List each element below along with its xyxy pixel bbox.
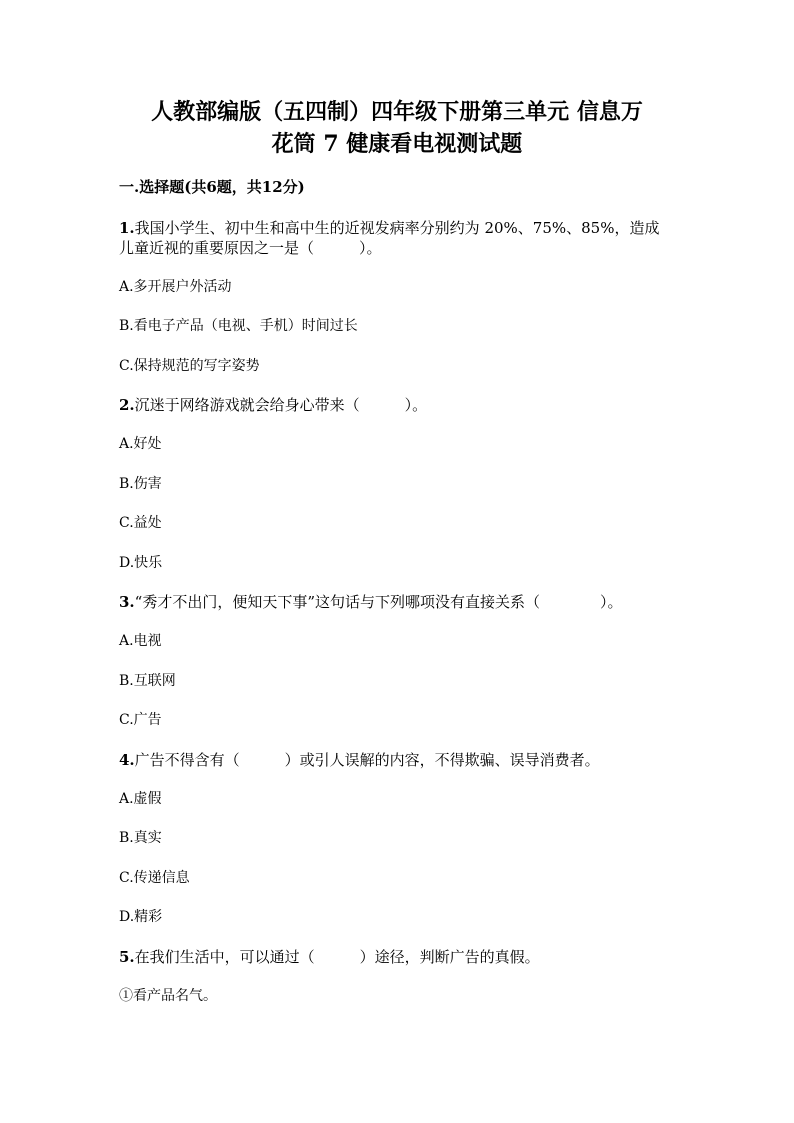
- question-3-text: “秀才不出门，便知天下事”这句话与下列哪项没有直接关系（ ）。: [134, 593, 623, 611]
- question-5-option-1: ①看产品名气。: [119, 988, 217, 1004]
- question-5-number: 5.: [119, 948, 135, 966]
- question-2-option-d: D.快乐: [119, 555, 163, 571]
- question-4-option-c: C.传递信息: [119, 870, 190, 886]
- question-4-number: 4.: [119, 751, 135, 769]
- question-4-option-b: B.真实: [119, 830, 162, 846]
- question-2-text: 沉迷于网络游戏就会给身心带来（ ）。: [134, 396, 428, 414]
- question-4-option-d: D.精彩: [119, 909, 163, 925]
- document-title-line-2: 花筒 7 健康看电视测试题: [271, 131, 523, 157]
- question-3-number: 3.: [119, 593, 135, 611]
- question-3-option-a: A.电视: [119, 633, 162, 649]
- question-3-option-c: C.广告: [119, 712, 162, 728]
- question-5-text: 在我们生活中，可以通过（ ）途径，判断广告的真假。: [134, 948, 540, 966]
- question-4-line-1: [119, 750, 600, 770]
- question-4-option-a: A.虚假: [119, 791, 162, 807]
- question-1-line-1: [119, 218, 659, 238]
- question-3-option-b: B.互联网: [119, 673, 176, 689]
- question-1-option-b: B.看电子产品（电视、手机）时间过长: [119, 318, 358, 334]
- question-2-line-1: [119, 395, 427, 415]
- question-1-line-2: 儿童近视的重要原因之一是（ ）。: [119, 239, 382, 257]
- question-2-option-a: A.好处: [119, 436, 162, 452]
- question-1-text: 我国小学生、初中生和高中生的近视发病率分别约为 20%、75%、85%，造成: [134, 219, 660, 237]
- question-4-text: 广告不得含有（ ）或引人误解的内容，不得欺骗、误导消费者。: [134, 751, 600, 769]
- question-2-option-b: B.伤害: [119, 476, 162, 492]
- question-1-option-c: C.保持规范的写字姿势: [119, 358, 260, 374]
- section-heading: 一.选择题(共6题，共12分): [119, 178, 305, 196]
- question-2-number: 2.: [119, 396, 135, 414]
- question-2-option-c: C.益处: [119, 515, 162, 531]
- document-title-line-1: 人教部编版（五四制）四年级下册第三单元 信息万: [151, 99, 643, 125]
- question-1-number: 1.: [119, 219, 135, 237]
- question-5-line-1: [119, 947, 540, 967]
- question-3-line-1: [119, 592, 623, 612]
- question-1-option-a: A.多开展户外活动: [119, 279, 232, 295]
